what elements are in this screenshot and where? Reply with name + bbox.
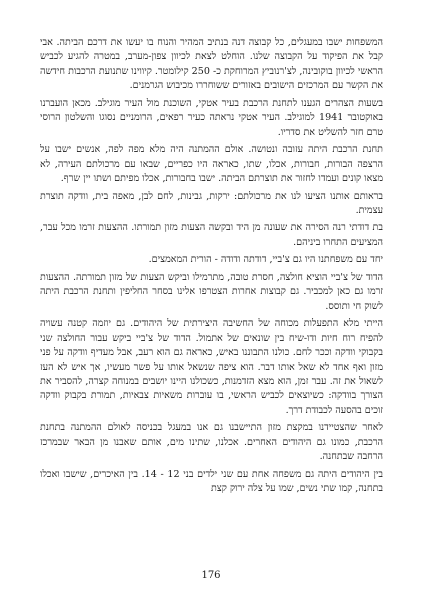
paragraph: המשפחות ישבו במעגלים, כל קבוצה דנה בנתיב המהיר והנוח בו יעשו את דרכם הביתה. אבי קבל את הפיקוד על הקבוצה שלנו. הוחלט לצאת לכיוון צפון-מערב, במטרה להגיע לכביש הראשי לכיוון בוקובינה, לצ'רנוביץ המרוחקת כ- 250 קילומטר. קיווינו שתנועת הרכבות חידשה את הקשר עם המרכזים הישובים באזורים ששוחררו מכיבוש הגרמנים.	[40, 37, 383, 92]
paragraph: בת דודתי רנה הסירה את שעונה מן היד ובקשה הצעות מזון תמורתו. ההצעות זרמו מכל עבר, המציעים התחרו ביניהם.	[40, 222, 383, 248]
paragraph: הדוד של צ'ביי הוציא חולצה, חסרת טובה, מתרמילו וביקש הצעות של מזון תמורתה. ההצעות זרמו גם כאן למכביר. גם קבוצות אחרות הצטרפו אלינו בסחר החליפין ותחנת הרכבת היתה לשוק חי ותוסס.	[40, 271, 383, 312]
paragraph: הייתי מלא התפעלות מכוחה של החשיבה היצירתית של היהודים. גם יוזמה קטנה עשויה להפיח רוח חיות ודו-שיח בין שונאים של אתמול. הדוד של צ'ביי ביקש עבור החולצה שני בקבוקי וודקה וככר לחם. כולנו התבוננו באיש, כאראה גם הוא רעב, אבל מעדיף וודקה על פני מזון ואף אחד לא שאל אותו דבר. הוא ציפה שנשאל אותו על פשר מעשיו, אך איש לא העז לשאול את זה. עבר זמן, הוא מצא הזדמנות, כשכולנו היינו יושבים במנוחה קצרה, להסביר את הצורך בוודקה: כשיוצאים לכביש הראשי, בו עוברות משאיות צבאיות, תמורת בקבוק וודקה זוכים בהסעה לכבודת דרך.	[40, 318, 383, 416]
paragraph: תחנת הרכבת היתה עזובה ונטושה. אולם ההמתנה היה מלא מפה לפה, אנשים ישבו על הרצפה הבורות, חבורות, אכלו, שתו, כאראה היו כפריים, שבאו עם מרכולתם העירה, לא מצאו קונים ועמדו לחזור את תוצרתם הביתה. ישבו בחבורות, אכלו מפיתם ושתו יין שרף.	[40, 144, 383, 185]
page-body	[40, 36, 383, 560]
paragraph: בראותם אותנו הציעו לנו את מרכולתם: ירקות, גבינות, לחם לבן, מאפה בית, וודקה תוצרת עצמית.	[40, 190, 383, 216]
paragraph: לאחר שהצטיידנו במקצת מזון התיישבנו גם אנו במעגל בכניסה לאולם ההמתנה בתחנת הרכבת, כמונו גם היהודים האחרים. אכלנו, שתינו מים, אותם שאבנו מן הבאר שבמרכז הרחבה שבתחנה.	[40, 422, 383, 463]
paragraph: בין היהודים היתה גם משפחה אחת עם שני ילדים בני 12 - 14. בין האיכרים, שישבו ואכלו בתחנה, קמו שתי נשים, שמו על צלה ירוק קצת	[40, 468, 383, 495]
paragraph: יחד עם משפחתנו היו גם צ'ביי, דודתה ודודה - הורית המאמצים.	[148, 254, 383, 266]
page-number: 176	[201, 570, 221, 581]
paragraph: בשעות הצהרים הגענו לתחנת הרכבת בעיר אטקי, השוכנת מול העיר מוגילב. מכאן הועברנו באוקטובר 1941 למוגילב. העיר אטקי נראתה כעיר רפאים, הרומניים נסוגו והשלטון הרוסי טרם חזר להשליט את סדריו.	[40, 97, 383, 138]
